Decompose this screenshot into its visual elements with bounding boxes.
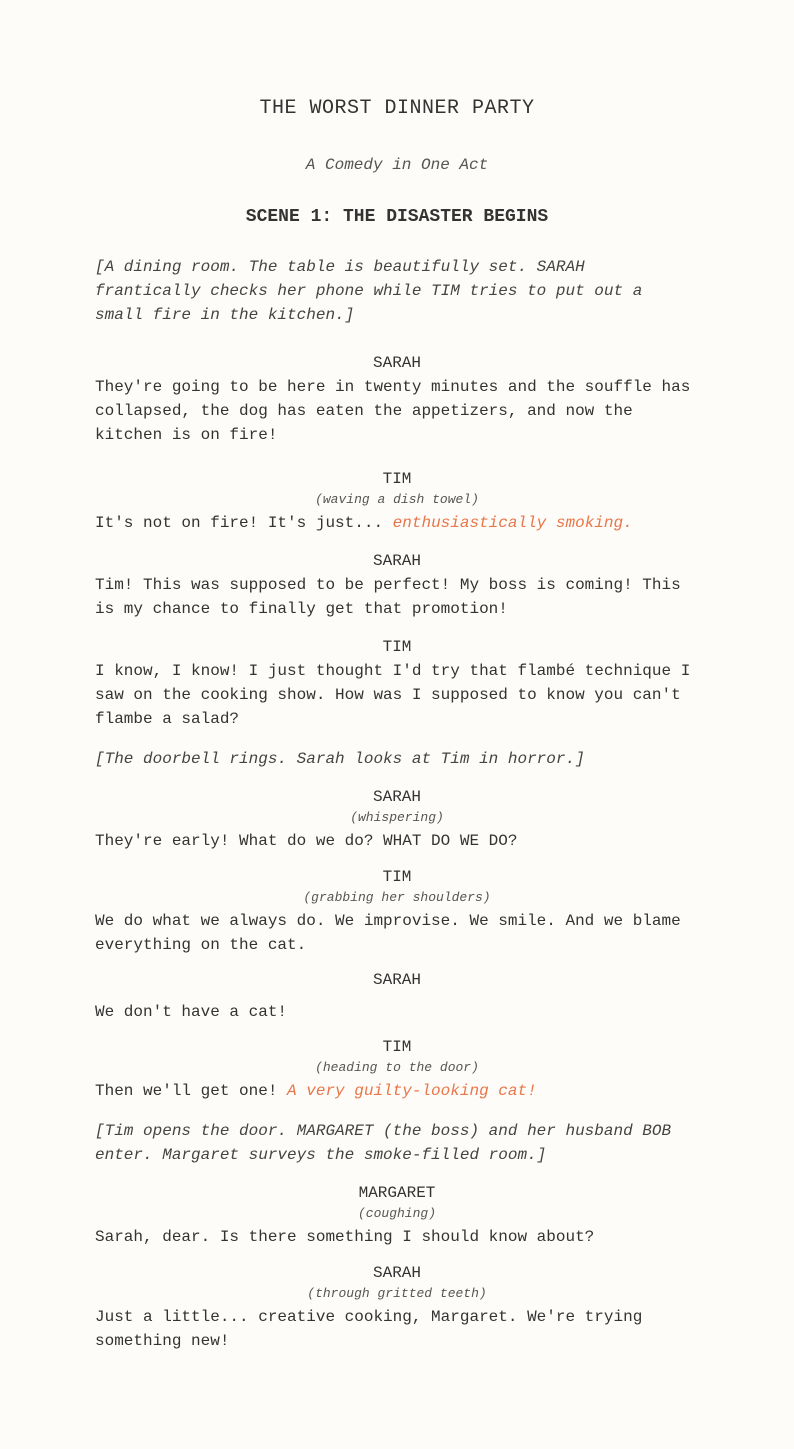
dialogue-line: We don't have a cat!: [95, 1003, 288, 1021]
parenthetical: (whispering): [350, 810, 444, 825]
character-name: SARAH: [372, 971, 421, 989]
scene-heading: SCENE 1: THE DISASTER BEGINS: [245, 207, 549, 227]
character-name: MARGARET: [358, 1184, 436, 1202]
dialogue-line: We do what we always do. We improvise. We smile. And we blame everything on the cat.: [95, 912, 681, 954]
dialogue-line: They're early! What do we do? WHAT DO WE DO?: [95, 832, 518, 850]
dialogue-line: Just a little... creative cooking, Margaret. We're trying something new!: [95, 1308, 643, 1350]
dialogue-emphasis: enthusiastically smoking.: [392, 514, 633, 532]
play-title: THE WORST DINNER PARTY: [259, 97, 535, 120]
character-name: SARAH: [372, 354, 421, 372]
dialogue-line: Sarah, dear. Is there something I should know about?: [95, 1228, 595, 1246]
dialogue-line: They're going to be here in twenty minutes and the souffle has collapsed, the dog has eaten the appetizers, and now the kitchen is on fire!: [95, 378, 691, 444]
character-name: TIM: [382, 470, 412, 488]
character-name: TIM: [382, 638, 412, 656]
character-name: TIM: [382, 1038, 412, 1056]
parenthetical: (through gritted teeth): [307, 1286, 487, 1301]
character-name: TIM: [382, 868, 412, 886]
parenthetical: (coughing): [357, 1206, 436, 1221]
play-subtitle: A Comedy in One Act: [305, 156, 489, 174]
dialogue-emphasis: A very guilty-looking cat!: [287, 1082, 537, 1100]
dialogue-text: It's not on fire! It's just...: [95, 514, 393, 532]
dialogue-line: Tim! This was supposed to be perfect! My boss is coming! This is my chance to finally get that promotion!: [95, 576, 681, 618]
stage-direction: [Tim opens the door. MARGARET (the boss) and her husband BOB enter. Margaret surveys the smoke-filled room.]: [95, 1122, 672, 1164]
parenthetical: (grabbing her shoulders): [303, 890, 491, 905]
dialogue-line: [95, 511, 699, 535]
stage-direction: [A dining room. The table is beautifully set. SARAH frantically checks her phone while TIM tries to put out a small fire in the kitchen.]: [95, 258, 643, 324]
character-name: SARAH: [372, 552, 421, 570]
parenthetical: (heading to the door): [315, 1060, 479, 1075]
dialogue-text: Then we'll get one!: [95, 1082, 288, 1100]
dialogue-line: [95, 1079, 699, 1103]
dialogue-line: I know, I know! I just thought I'd try that flambé technique I saw on the cooking show. How was I supposed to know you can't flambe a salad?: [95, 662, 691, 728]
parenthetical: (waving a dish towel): [315, 492, 479, 507]
character-name: SARAH: [372, 1264, 421, 1282]
stage-direction: [The doorbell rings. Sarah looks at Tim in horror.]: [95, 750, 585, 768]
character-name: SARAH: [372, 788, 421, 806]
